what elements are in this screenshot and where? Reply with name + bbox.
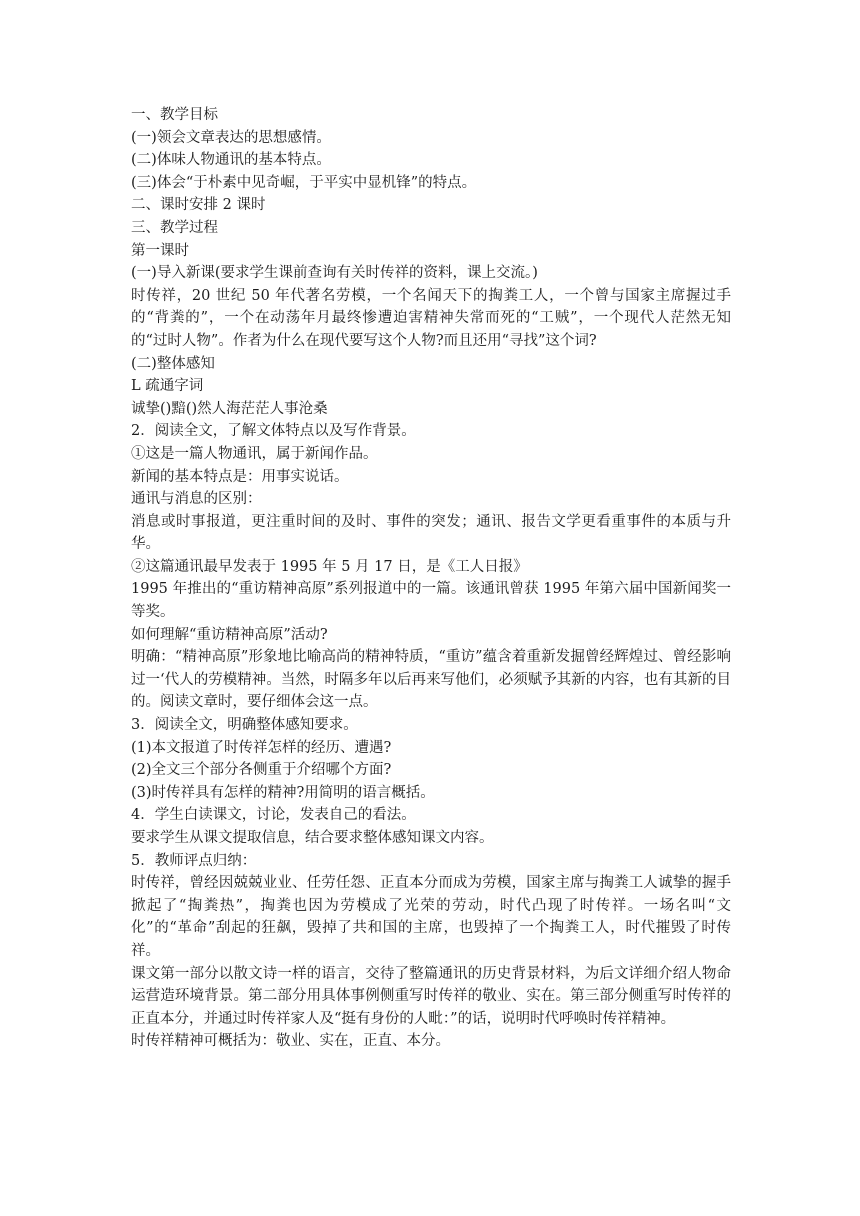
point-2-publication: ②这篇通讯最早发表于 1995 年 5 月 17 日，是《工人日报》 [131, 558, 528, 575]
heading-class-hours: 二、课时安排 2 课时 [131, 197, 266, 214]
goal-item-1: (一)领会文章表达的思想感情。 [131, 129, 331, 146]
question-2: (2)全文三个部分各侧重于介绍哪个方面? [131, 762, 392, 779]
summary-paragraph-3: 时传祥精神可概括为：敬业、实在，正直、本分。 [131, 1033, 450, 1050]
summary-paragraph-1: 时传祥，曾经因兢兢业业、任劳任怨、正直本分而成为劳模，国家主席与掏粪工人诚挚的握手掀起了“掏粪热”，掏粪也因为劳模成了光荣的劳动，时代凸现了时传祥。一场名叫“文化”的“革命”刮起的狂飙，毁掉了共和国的主席，也毁掉了一个掏粪工人，时代摧毁了时传祥。 [131, 875, 731, 959]
goal-item-3: (三)体会“于朴素中见奇崛，于平实中显机锋”的特点。 [131, 174, 477, 191]
vocabulary-list: 诚挚()黯()然人海茫茫人事沧桑 [131, 400, 328, 417]
heading-first-lesson: 第一课时 [131, 242, 189, 259]
point-1-genre: ①这是一篇人物通讯，属于新闻作品。 [131, 445, 378, 462]
heading-introduction: (一)导入新课(要求学生课前查询有关时传祥的资料，课上交流。) [131, 265, 538, 282]
question-revisit: 如何理解“重访精神高原”活动? [131, 626, 328, 643]
heading-teaching-process: 三、教学过程 [131, 219, 218, 236]
step-2-read: 2．阅读全文，了解文体特点以及写作背景。 [131, 423, 416, 440]
question-1: (1)本文报道了时传祥怎样的经历、遭遇? [131, 739, 392, 756]
paragraph-intro-text: 时传祥，20 世纪 50 年代著名劳模，一个名闻天下的掏粪工人，一个曾与国家主席握过手的“背粪的”，一个在动荡年月最终惨遭迫害精神失常而死的“工贼”，一个现代人茫然无知的“过时人物”。作者为什么在现代要写这个人物?而且还用“寻找”这个词? [131, 287, 731, 349]
difference-heading: 通讯与消息的区别： [131, 491, 262, 508]
step-3-read: 3．阅读全文，明确整体感知要求。 [131, 717, 358, 734]
publication-detail: 1995 年推出的“重访精神高原”系列报道中的一篇。该通讯曾获 1995 年第六届中国新闻奖一等奖。 [131, 581, 731, 621]
step-4-discuss: 4．学生白读课文，讨论，发表自己的看法。 [131, 807, 416, 824]
difference-text: 消息或时事报道，更注重时间的及时、事件的突发；通讯、报告文学更看重事件的本质与升华。 [131, 513, 731, 553]
heading-overall-perception: (二)整体感知 [131, 355, 215, 372]
document-body [131, 104, 731, 1053]
heading-teaching-goals: 一、教学目标 [131, 107, 218, 123]
step-1-vocabulary: L 疏通字词 [131, 378, 204, 395]
step-5-summary: 5．教师评点归纳： [131, 852, 257, 869]
summary-paragraph-2: 课文第一部分以散文诗一样的语言，交待了整篇通讯的历史背景材料，为后文详细介绍人物命运营造环境背景。第二部分用具体事例侧重写时传祥的敬业、实在。第三部分侧重写时传祥的正直本分，并通过时传祥家人及“挺有身份的人毗：”的话，说明时代呼唤时传祥精神。 [131, 965, 731, 1027]
question-3: (3)时传祥具有怎样的精神?用简明的语言概括。 [131, 784, 435, 801]
answer-revisit: 明确：“精神高原”形象地比喻高尚的精神特质，“重访”蕴含着重新发掘曾经辉煌过、曾经影响过一‘代人的劳模精神。当然，时隔多年以后再来写他们，必须赋予其新的内容，也有其新的目的。阅读文章时，要仔细体会这一点。 [131, 649, 731, 711]
goal-item-2: (二)体味人物通讯的基本特点。 [131, 152, 331, 169]
step-4-requirement: 要求学生从课文提取信息，结合要求整体感知课文内容。 [131, 830, 494, 846]
news-features: 新闻的基本特点是：用事实说话。 [131, 468, 349, 485]
